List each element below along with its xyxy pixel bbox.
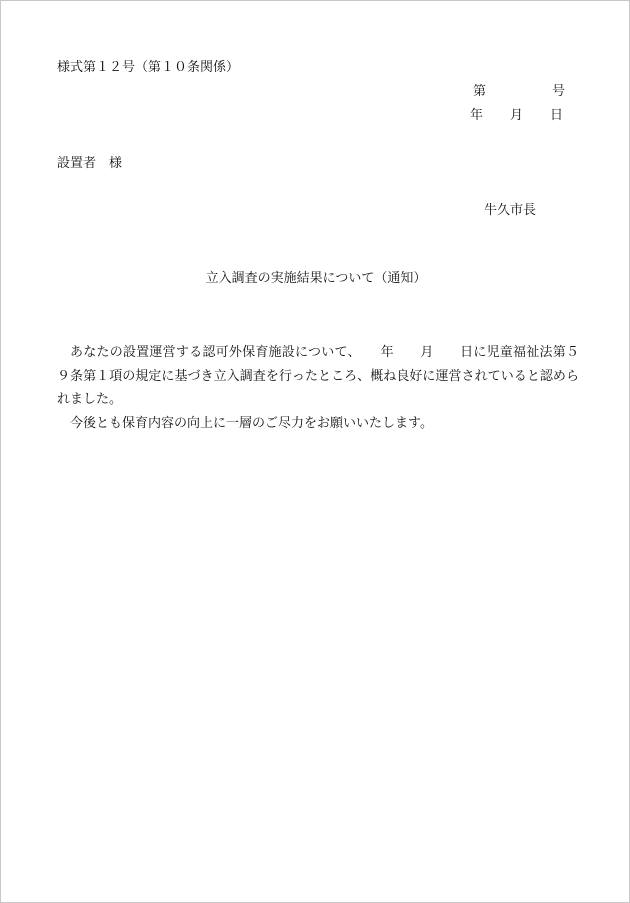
document-number-suffix: 号 bbox=[552, 84, 566, 99]
document-number-prefix: 第 bbox=[473, 84, 487, 99]
date-day-label: 日 bbox=[550, 108, 564, 123]
document-title: 立入調査の実施結果について（通知） bbox=[205, 271, 427, 286]
body-paragraph: 今後とも保育内容の向上に一層のご尽力をお願いいたします。 bbox=[70, 415, 433, 431]
date-year-label: 年 bbox=[470, 108, 484, 123]
addressee: 設置者 様 bbox=[57, 156, 123, 171]
body-text bbox=[57, 341, 579, 435]
body-paragraph: あなたの設置運営する認可外保育施設について、 年 月 日に児童福祉法第５９条第１項の規定に基づき立入調査を行ったところ、概ね良好に運営されていると認められました。 bbox=[57, 345, 579, 407]
form-number: 様式第１２号（第１０条関係） bbox=[57, 60, 240, 75]
sender: 牛久市長 bbox=[484, 203, 537, 218]
date-month-label: 月 bbox=[510, 108, 524, 123]
